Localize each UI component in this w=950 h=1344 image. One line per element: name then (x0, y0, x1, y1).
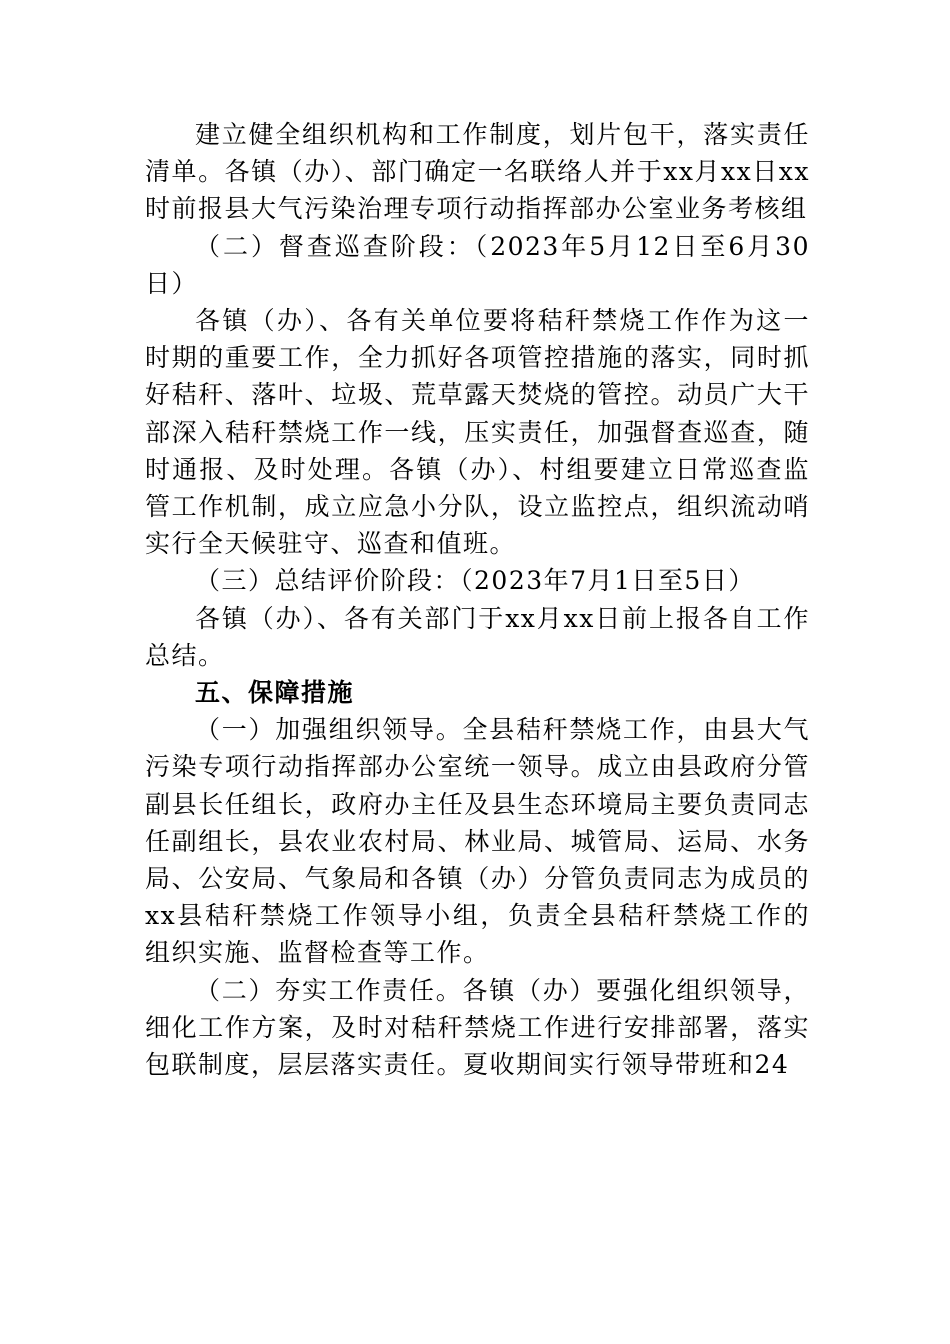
phase-heading-summary: （三）总结评价阶段：（2023年7月1日至5日） (195, 566, 755, 596)
paragraph-leadership: （一）加强组织领导。全县秸秆禁烧工作，由县大气污染专项行动指挥部办公室统一领导。成立由县政府分管副县长任组长，政府办主任及县生态环境局主要负责同志任副组长，县农业农村局、林业局、城管局、运局、水务局、公安局、气象局和各镇（办）分管负责同志为成员的xx县秸秆禁烧工作领导小组，负责全县秸秆禁烧工作的组织实施、监督检查等工作。 (145, 715, 810, 968)
phase-heading-inspection: （二）督查巡查阶段：（2023年5月12日至6月30日） (145, 231, 810, 298)
paragraph-responsibility: （二）夯实工作责任。各镇（办）要强化组织领导，细化工作方案，及时对秸秆禁烧工作进行安排部署，落实包联制度，层层落实责任。夏收期间实行领导带班和24 (145, 975, 810, 1080)
section-heading-safeguards: 五、保障措施 (195, 678, 355, 708)
document-page (145, 116, 810, 1083)
paragraph-inspection: 各镇（办）、各有关单位要将秸秆禁烧工作作为这一时期的重要工作，全力抓好各项管控措施的落实，同时抓好秸秆、落叶、垃圾、荒草露天焚烧的管控。动员广大干部深入秸秆禁烧工作一线，压实责任，加强督查巡查，随时通报、及时处理。各镇（办）、村组要建立日常巡查监管工作机制，成立应急小分队，设立监控点，组织流动哨实行全天候驻守、巡查和值班。 (145, 306, 810, 559)
paragraph-summary: 各镇（办）、各有关部门于xx月xx日前上报各自工作总结。 (145, 603, 810, 670)
paragraph-organization: 建立健全组织机构和工作制度，划片包干，落实责任清单。各镇（办）、部门确定一名联络人并于xx月xx日xx时前报县大气污染治理专项行动指挥部办公室业务考核组 (145, 120, 810, 224)
